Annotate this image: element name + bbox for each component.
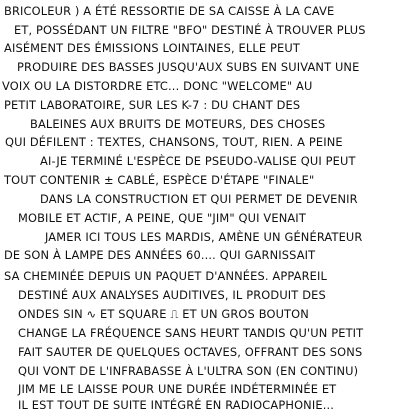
text-line-6: PETIT LABORATOIRE, SUR LES K-7 : DU CHANT DES <box>4 98 301 112</box>
text-line-20: QUI VONT DE L'INFRABASSE À L'ULTRA SON (EN CONTINU) <box>18 364 359 378</box>
text-line-1: BRICOLEUR ) A ÉTÉ RESSORTIE DE SA CAISSE À LA CAVE <box>4 4 335 18</box>
text-line-12: MOBILE ET ACTIF, A PEINE, QUE "JIM" QUI VENAIT <box>18 211 306 225</box>
text-line-9: AI-JE TERMINÉ L'ESPÈCE DE PSEUDO-VALISE QUI PEUT <box>40 154 356 168</box>
text-line-21: JIM ME LE LAISSE POUR UNE DURÉE INDÉTERMINÉE ET <box>18 382 337 396</box>
text-line-2: ET, POSSÉDANT UN FILTRE "BFO" DESTINÉ À TROUVER PLUS <box>14 23 366 37</box>
text-line-18: CHANGE LA FRÉQUENCE SANS HEURT TANDIS QU'UN PETIT <box>18 326 364 340</box>
text-line-22: IL EST TOUT DE SUITE INTÉGRÉ EN RADIOCAPHONIE... <box>18 398 335 412</box>
text-line-10: TOUT CONTENIR ± CABLÉ, ESPÈCE D'ÉTAPE "FINALE" <box>4 173 315 187</box>
text-line-11: DANS LA CONSTRUCTION ET QUI PERMET DE DEVENIR <box>40 192 358 206</box>
text-line-14: DE SON À LAMPE DES ANNÉES 60.... QUI GARNISSAIT <box>4 248 316 262</box>
text-line-7: BALEINES AUX BRUITS DE MOTEURS, DES CHOSES <box>30 117 326 131</box>
text-line-3: AISÉMENT DES ÉMISSIONS LOINTAINES, ELLE PEUT <box>4 41 300 55</box>
text-line-17: ONDES SIN ∿ ET SQUARE ⎍ ET UN GROS BOUTON <box>18 307 309 321</box>
text-line-19: FAIT SAUTER DE QUELQUES OCTAVES, OFFRANT DES SONS <box>18 345 363 359</box>
text-line-8: QUI DÉFILENT : TEXTES, CHANSONS, TOUT, RIEN. A PEINE <box>5 135 343 149</box>
text-line-5: VOIX OU LA DISTORDRE ETC... DONC "WELCOME" AU <box>2 79 313 93</box>
text-line-15: SA CHEMINÉE DEPUIS UN PAQUET D'ANNÉES. APPAREIL <box>4 269 328 283</box>
text-line-4: PRODUIRE DES BASSES JUSQU'AUX SUBS EN SUIVANT UNE <box>17 60 360 74</box>
text-line-16: DESTINÉ AUX ANALYSES AUDITIVES, IL PRODUIT DES <box>18 288 326 302</box>
text-line-13: JAMER ICI TOUS LES MARDIS, AMÈNE UN GÉNÉRATEUR <box>45 230 363 244</box>
